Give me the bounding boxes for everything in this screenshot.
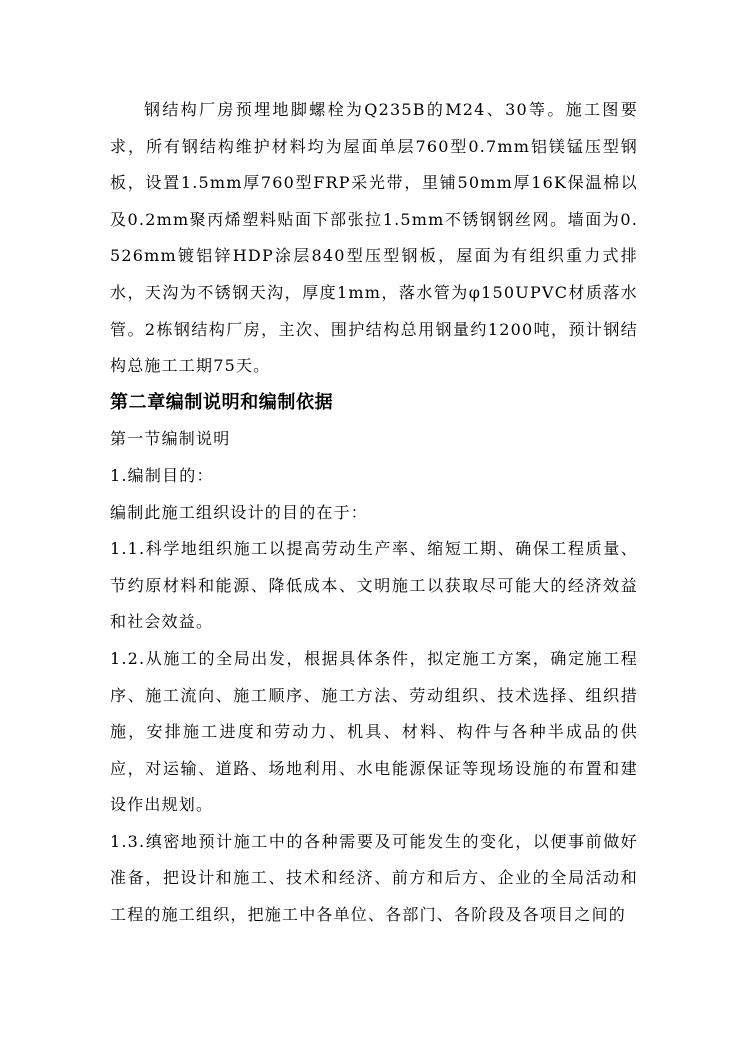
item-1-3-paragraph: 1.3.缜密地预计施工中的各种需要及可能发生的变化，以便事前做好准备，把设计和施工、技术和经济、前方和后方、企业的全局活动和工程的施工组织，把施工中各单位、各部门、各阶段及各项目之间的 <box>110 831 638 925</box>
item-1-1-paragraph: 1.1.科学地组织施工以提高劳动生产率、缩短工期、确保工程质量、节约原材料和能源、降低成本、文明施工以获取尽可能大的经济效益和社会效益。 <box>110 539 638 632</box>
item-1-2-paragraph: 1.2.从施工的全局出发，根据具体条件，拟定施工方案，确定施工程序、施工流向、施工顺序、施工方法、劳动组织、技术选择、组织措施，安排施工进度和劳动力、机具、材料、构件与各种半成品的供应，对运输、道路、场地利用、水电能源保证等现场设施的布置和建设作出规划。 <box>110 648 638 815</box>
item-1-title: 1.编制目的： <box>110 465 214 485</box>
item-1-lead: 编制此施工组织设计的目的在于： <box>110 502 369 522</box>
chapter-heading: 第二章编制说明和编制依据 <box>110 391 334 413</box>
section-heading: 第一节编制说明 <box>110 429 231 449</box>
intro-paragraph: 钢结构厂房预埋地脚螺栓为Q235B的M24、30等。施工图要求，所有钢结构维护材料均为屋面单层760型0.7mm铝镁锰压型钢板，设置1.5mm厚760型FRP采光带，里铺50mm厚16K保温棉以及0.2mm聚丙烯塑料贴面下部张拉1.5mm不锈钢钢丝网。墙面为0.526mm镀铝锌HDP涂层840型压型钢板，屋面为有组织重力式排水，天沟为不锈钢天沟，厚度1mm，落水管为φ150UPVC材质落水管。2栋钢结构厂房，主次、围护结构总用钢量约1200吨，预计钢结构总施工工期75天。 <box>110 100 638 376</box>
document-body <box>110 92 638 934</box>
